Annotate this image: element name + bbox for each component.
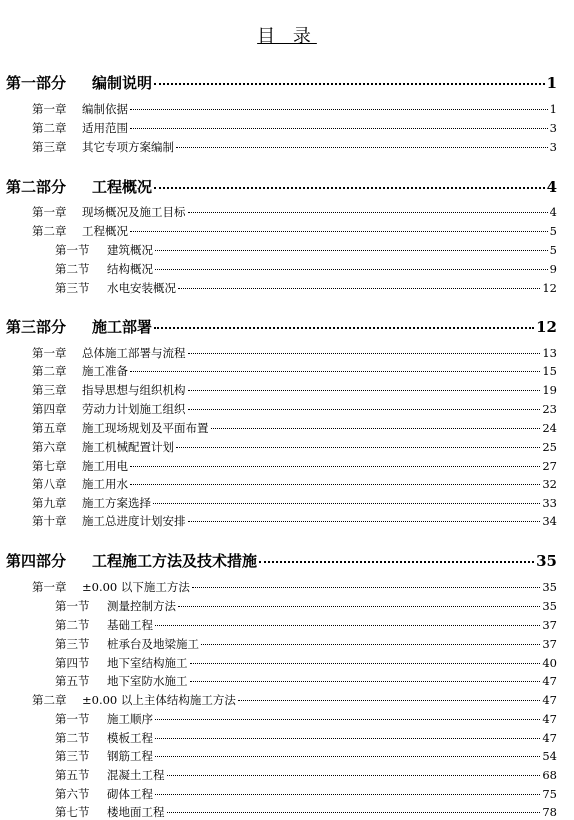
dot-leader [167,812,541,813]
dot-leader [176,147,548,148]
toc-entry-title: 砌体工程 [107,787,153,801]
dot-leader [188,353,541,354]
dot-leader [192,587,540,588]
toc-entry-title: 工程概况 [82,224,128,238]
toc-entry-label [32,495,151,511]
toc-entry-page: 47 [542,693,557,707]
dot-leader [211,428,541,429]
toc-entry-chapter [32,363,557,379]
toc-entry-section [55,748,557,764]
toc-entry-number: 第二节 [55,731,90,745]
toc-entry-number: 第三章 [32,383,67,397]
toc-entry-label [6,316,152,337]
toc-entry-page: 5 [549,243,557,257]
toc-entry-label [32,363,128,379]
toc-entry-title: 总体施工部署与流程 [82,346,186,360]
dot-leader [130,109,548,110]
toc-entry-part [6,176,557,197]
dot-leader [190,681,541,682]
dot-leader [155,269,548,270]
dot-leader [155,625,540,626]
toc-entry-part [6,316,557,337]
toc-entry-label [32,223,128,239]
toc-entry-number: 第一章 [32,205,67,219]
toc-entry-label [55,261,153,277]
toc-entry-page: 35 [542,580,557,594]
toc-entry-section [55,636,557,652]
toc-entry-number: 第六章 [32,440,67,454]
toc-entry-title: 工程施工方法及技术措施 [92,552,258,570]
toc-entry-title: 模板工程 [107,731,153,745]
toc-entry-title: 施工用电 [82,459,128,473]
toc-entry-title: 指导思想与组织机构 [82,383,186,397]
toc-entry-title: 建筑概况 [107,243,153,257]
toc-entry-title: 现场概况及施工目标 [82,205,186,219]
toc-entry-number: 第八章 [32,477,67,491]
dot-leader [155,756,540,757]
toc-entry-page: 54 [542,749,557,763]
toc-entry-page: 4 [546,178,557,196]
dot-leader [259,561,534,563]
toc-entry-number: 第五章 [32,421,67,435]
toc-entry-section [55,804,557,820]
dot-leader [155,250,548,251]
toc-entry-title: 测量控制方法 [107,599,176,613]
toc-entry-chapter [32,513,557,529]
toc-entry-label [55,636,199,652]
toc-entry-label [55,242,153,258]
toc-entry-section [55,280,557,296]
toc-entry-number: 第三章 [32,140,67,154]
toc-entry-title: 水电安装概况 [107,281,176,295]
toc-entry-label [32,439,174,455]
toc-entry-number: 第九章 [32,496,67,510]
toc-entry-title: 施工准备 [82,364,128,378]
toc-entry-section [55,786,557,802]
toc-entry-section [55,598,557,614]
toc-entry-title: 地下室结构施工 [107,656,188,670]
toc-entry-page: 12 [536,318,557,336]
toc-entry-label [55,767,165,783]
toc-entry-title: 适用范围 [82,121,128,135]
toc-entry-section [55,711,557,727]
dot-leader [153,503,540,504]
toc-entry-page: 47 [542,731,557,745]
toc-entry-label [32,401,186,417]
toc-entry-chapter [32,120,557,136]
toc-entry-number: 第三节 [55,281,90,295]
toc-entry-title: 施工总进度计划安排 [82,514,186,528]
toc-entry-page: 27 [542,459,557,473]
dot-leader [155,738,540,739]
toc-entry-chapter [32,382,557,398]
toc-entry-title: 楼地面工程 [107,805,165,819]
dot-leader [154,187,545,189]
toc-entry-chapter [32,223,557,239]
dot-leader [201,644,540,645]
toc-entry-label [55,617,153,633]
toc-entry-label [55,748,153,764]
toc-entry-title: 施工现场规划及平面布置 [82,421,209,435]
toc-entry-title: 混凝土工程 [107,768,165,782]
toc-entry-page: 78 [542,805,557,819]
toc-entry-page: 47 [542,674,557,688]
toc-entry-label [32,139,174,155]
toc-entry-page: 34 [542,514,557,528]
toc-entry-section [55,767,557,783]
toc-entry-number: 第二章 [32,364,67,378]
toc-entry-label [55,711,153,727]
toc-entry-section [55,261,557,277]
toc-entry-label [6,72,152,93]
dot-leader [130,371,540,372]
toc-entry-title: ±0.00 以上主体结构施工方法 [82,693,236,707]
toc-entry-label [32,120,128,136]
toc-entry-page: 1 [549,102,557,116]
toc-entry-section [55,655,557,671]
dot-leader [188,409,541,410]
toc-entry-page: 35 [536,552,557,570]
toc-entry-page: 4 [549,205,557,219]
toc-entry-label [32,420,209,436]
dot-leader [154,83,545,85]
toc-entry-chapter [32,579,557,595]
toc-entry-number: 第二章 [32,693,67,707]
toc-entry-number: 第一章 [32,580,67,594]
toc-entry-number: 第一节 [55,712,90,726]
toc-entry-page: 13 [542,346,557,360]
toc-entry-title: 编制说明 [92,74,153,92]
toc-entry-number: 第六节 [55,787,90,801]
toc-entry-number: 第五节 [55,674,90,688]
toc-entry-chapter [32,401,557,417]
toc-entry-page: 40 [542,656,557,670]
toc-entry-chapter [32,692,557,708]
toc-entry-page: 35 [542,599,557,613]
toc-entry-number: 第四节 [55,656,90,670]
dot-leader [130,466,540,467]
toc-entry-number: 第二节 [55,618,90,632]
dot-leader [130,231,548,232]
toc-entry-title: 劳动力计划施工组织 [82,402,186,416]
toc-entry-label [55,598,176,614]
toc-entry-number: 第四章 [32,402,67,416]
dot-leader [178,288,540,289]
toc-entry-label [6,176,152,197]
toc-entry-number: 第五节 [55,768,90,782]
toc-entry-number: 第三部分 [6,318,67,336]
toc-entry-chapter [32,101,557,117]
toc-entry-number: 第四部分 [6,552,67,570]
toc-entry-section [55,673,557,689]
toc-entry-number: 第三节 [55,637,90,651]
dot-leader [190,663,541,664]
toc-entry-title: 其它专项方案编制 [82,140,174,154]
toc-entry-number: 第一章 [32,346,67,360]
toc-entry-page: 68 [542,768,557,782]
dot-leader [167,775,541,776]
toc-title: 目 录 [257,26,317,47]
toc-entry-number: 第一章 [32,102,67,116]
toc-entry-number: 第七节 [55,805,90,819]
toc-entry-section [55,730,557,746]
toc-entry-title: 施工方案选择 [82,496,151,510]
dot-leader [238,700,540,701]
dot-leader [155,794,540,795]
toc-entry-number: 第一节 [55,599,90,613]
toc-entry-chapter [32,204,557,220]
toc-entry-chapter [32,139,557,155]
toc-entry-number: 第二章 [32,224,67,238]
toc-entry-page: 37 [542,618,557,632]
toc-entry-page: 37 [542,637,557,651]
toc-entry-label [32,513,186,529]
dot-leader [188,212,548,213]
toc-entry-page: 25 [542,440,557,454]
toc-entry-title: 施工部署 [92,318,153,336]
toc-entry-page: 3 [549,140,557,154]
toc-entry-label [32,476,128,492]
toc-entry-page: 24 [542,421,557,435]
toc-entry-page: 3 [549,121,557,135]
toc-entry-section [55,242,557,258]
toc-entry-page: 9 [549,262,557,276]
toc-entry-label [32,101,128,117]
toc-entry-label [32,579,190,595]
toc-entry-title: ±0.00 以下施工方法 [82,580,190,594]
toc-entry-chapter [32,439,557,455]
toc-entry-part [6,550,557,571]
toc-entry-title: 地下室防水施工 [107,674,188,688]
toc-entry-label [55,280,176,296]
toc-entry-number: 第一节 [55,243,90,257]
toc-entry-section [55,617,557,633]
toc-entry-chapter [32,458,557,474]
toc-entry-title: 桩承台及地梁施工 [107,637,199,651]
toc-entry-title: 工程概况 [92,178,153,196]
toc-entry-title: 基础工程 [107,618,153,632]
toc-entry-page: 33 [542,496,557,510]
toc-entry-label [32,204,186,220]
dot-leader [154,327,534,329]
dot-leader [176,447,540,448]
toc-entry-number: 第二节 [55,262,90,276]
dot-leader [130,484,540,485]
toc-entry-chapter [32,345,557,361]
toc-entry-page: 32 [542,477,557,491]
toc-entry-label [55,673,188,689]
dot-leader [188,521,541,522]
toc-entry-title: 结构概况 [107,262,153,276]
toc-entry-label [32,458,128,474]
dot-leader [188,390,541,391]
toc-entry-label [55,786,153,802]
toc-entry-page: 23 [542,402,557,416]
toc-entry-label [32,692,236,708]
toc-entry-page: 15 [542,364,557,378]
toc-entry-label [55,730,153,746]
toc-entry-number: 第三节 [55,749,90,763]
toc-entry-title: 钢筋工程 [107,749,153,763]
toc-entry-chapter [32,476,557,492]
toc-entry-part [6,72,557,93]
toc-entry-number: 第二部分 [6,178,67,196]
toc-entry-title: 编制依据 [82,102,128,116]
toc-entry-title: 施工用水 [82,477,128,491]
toc-entry-label [55,804,165,820]
toc-entry-title: 施工顺序 [107,712,153,726]
toc-entry-title: 施工机械配置计划 [82,440,174,454]
toc-entry-page: 12 [542,281,557,295]
toc-entry-label [32,345,186,361]
toc-entry-label [6,550,257,571]
dot-leader [130,128,548,129]
toc-entry-page: 19 [542,383,557,397]
dot-leader [155,719,540,720]
toc-entry-label [55,655,188,671]
toc-entry-page: 5 [549,224,557,238]
toc-entry-number: 第一部分 [6,74,67,92]
toc-entry-page: 47 [542,712,557,726]
toc-entry-number: 第七章 [32,459,67,473]
toc-entry-page: 75 [542,787,557,801]
toc-entry-chapter [32,495,557,511]
dot-leader [178,606,540,607]
toc-entry-page: 1 [546,74,557,92]
toc-entry-chapter [32,420,557,436]
toc-entry-number: 第二章 [32,121,67,135]
toc-entry-number: 第十章 [32,514,67,528]
toc-entry-label [32,382,186,398]
